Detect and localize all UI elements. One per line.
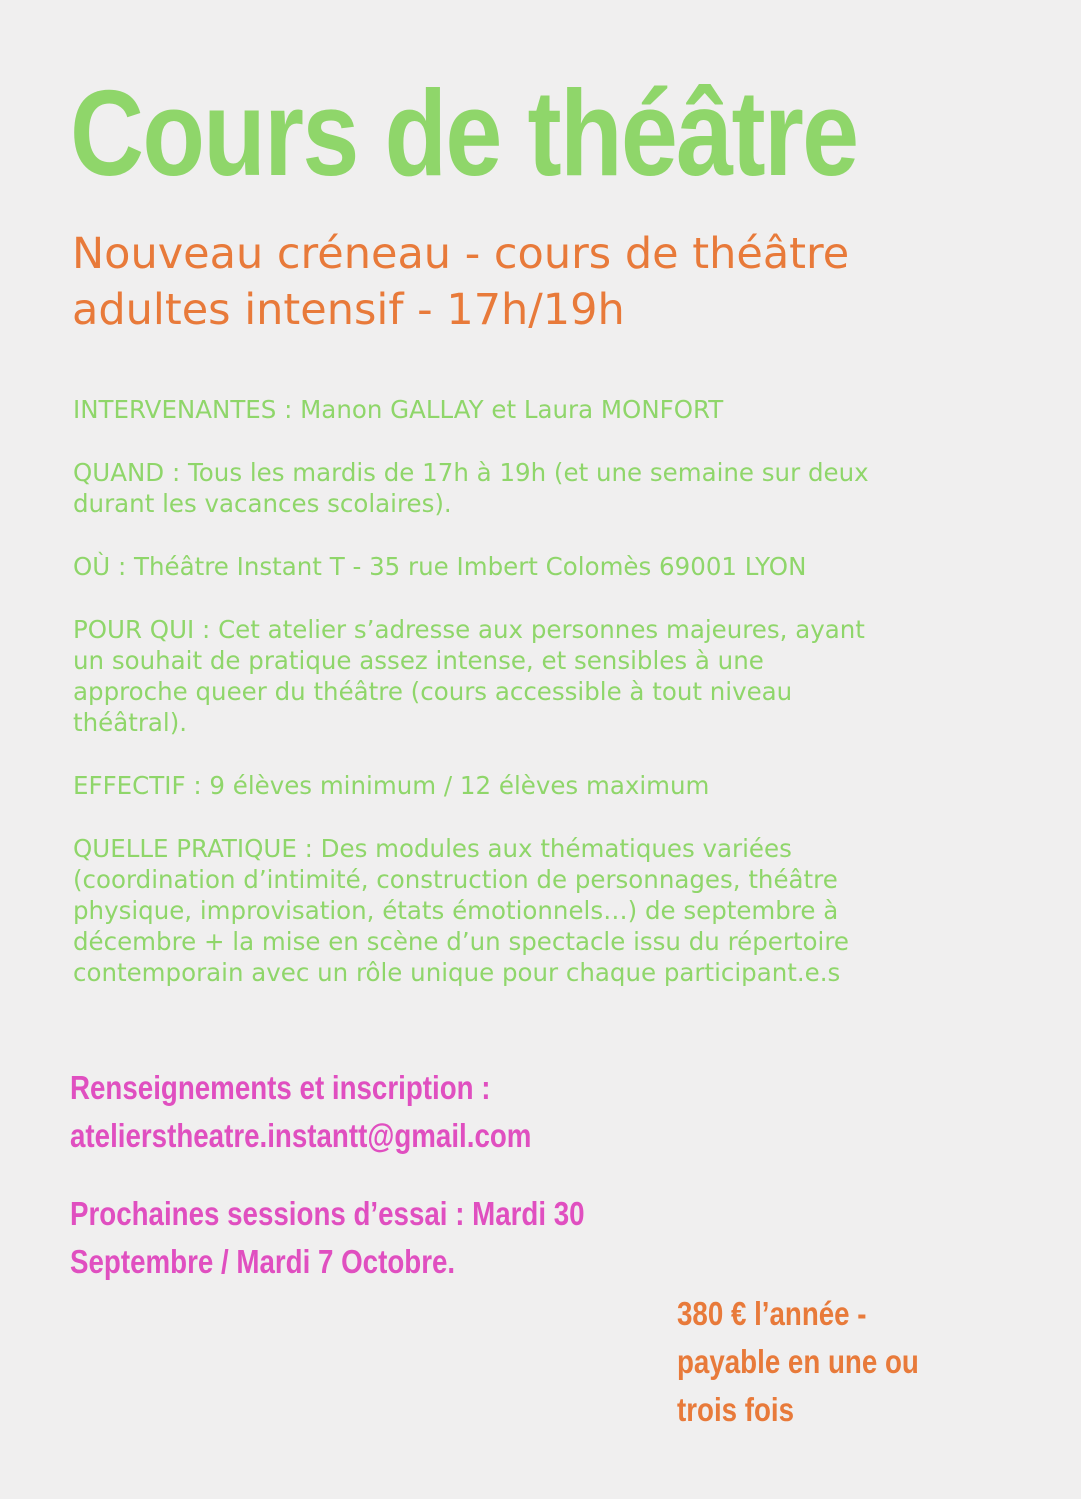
course-info xyxy=(73,394,1053,1020)
info-pour-qui: POUR QUI : Cet atelier s’adresse aux personnes majeures, ayant un souhait de pratique assez intense, et sensibles à une approche queer du théâtre (cours accessible à tout niveau théâtral). xyxy=(73,615,865,737)
subtitle-line-2: adultes intensif - 17h/19h xyxy=(72,285,625,335)
info-effectif: EFFECTIF : 9 élèves minimum / 12 élèves maximum xyxy=(73,771,710,800)
price-line-2: payable en une ou xyxy=(677,1343,919,1380)
page-title: Cours de théâtre xyxy=(70,65,858,201)
info-quelle-pratique: QUELLE PRATIQUE : Des modules aux thématiques variées (coordination d’intimité, construction de personnages, théâtre physique, improvisation, états émotionnels…) de septembre à décembre + la mise en scène d’un spectacle issu du répertoire contemporain avec un rôle unique pour chaque participant.e.s xyxy=(73,834,849,987)
info-ou: OÙ : Théâtre Instant T - 35 rue Imbert Colomès 69001 LYON xyxy=(73,552,807,581)
contact-block xyxy=(70,1064,591,1160)
info-quand: QUAND : Tous les mardis de 17h à 19h (et une semaine sur deux durant les vacances scolaires). xyxy=(73,458,869,518)
contact-label: Renseignements et inscription : xyxy=(70,1069,491,1106)
trial-sessions xyxy=(70,1190,591,1286)
sessions-line-1: Prochaines sessions d’essai : Mardi 30 xyxy=(70,1195,585,1232)
price-line-1: 380 € l’année - xyxy=(677,1295,867,1332)
contact-email-link[interactable]: atelierstheatre.instantt@gmail.com xyxy=(70,1117,532,1154)
subtitle-line-1: Nouveau créneau - cours de théâtre xyxy=(72,229,850,279)
price-line-3: trois fois xyxy=(677,1391,795,1428)
subtitle xyxy=(72,226,1052,338)
info-intervenantes: INTERVENANTES : Manon GALLAY et Laura MONFORT xyxy=(73,395,724,424)
price-block xyxy=(677,1290,946,1434)
sessions-line-2: Septembre / Mardi 7 Octobre. xyxy=(70,1243,456,1280)
